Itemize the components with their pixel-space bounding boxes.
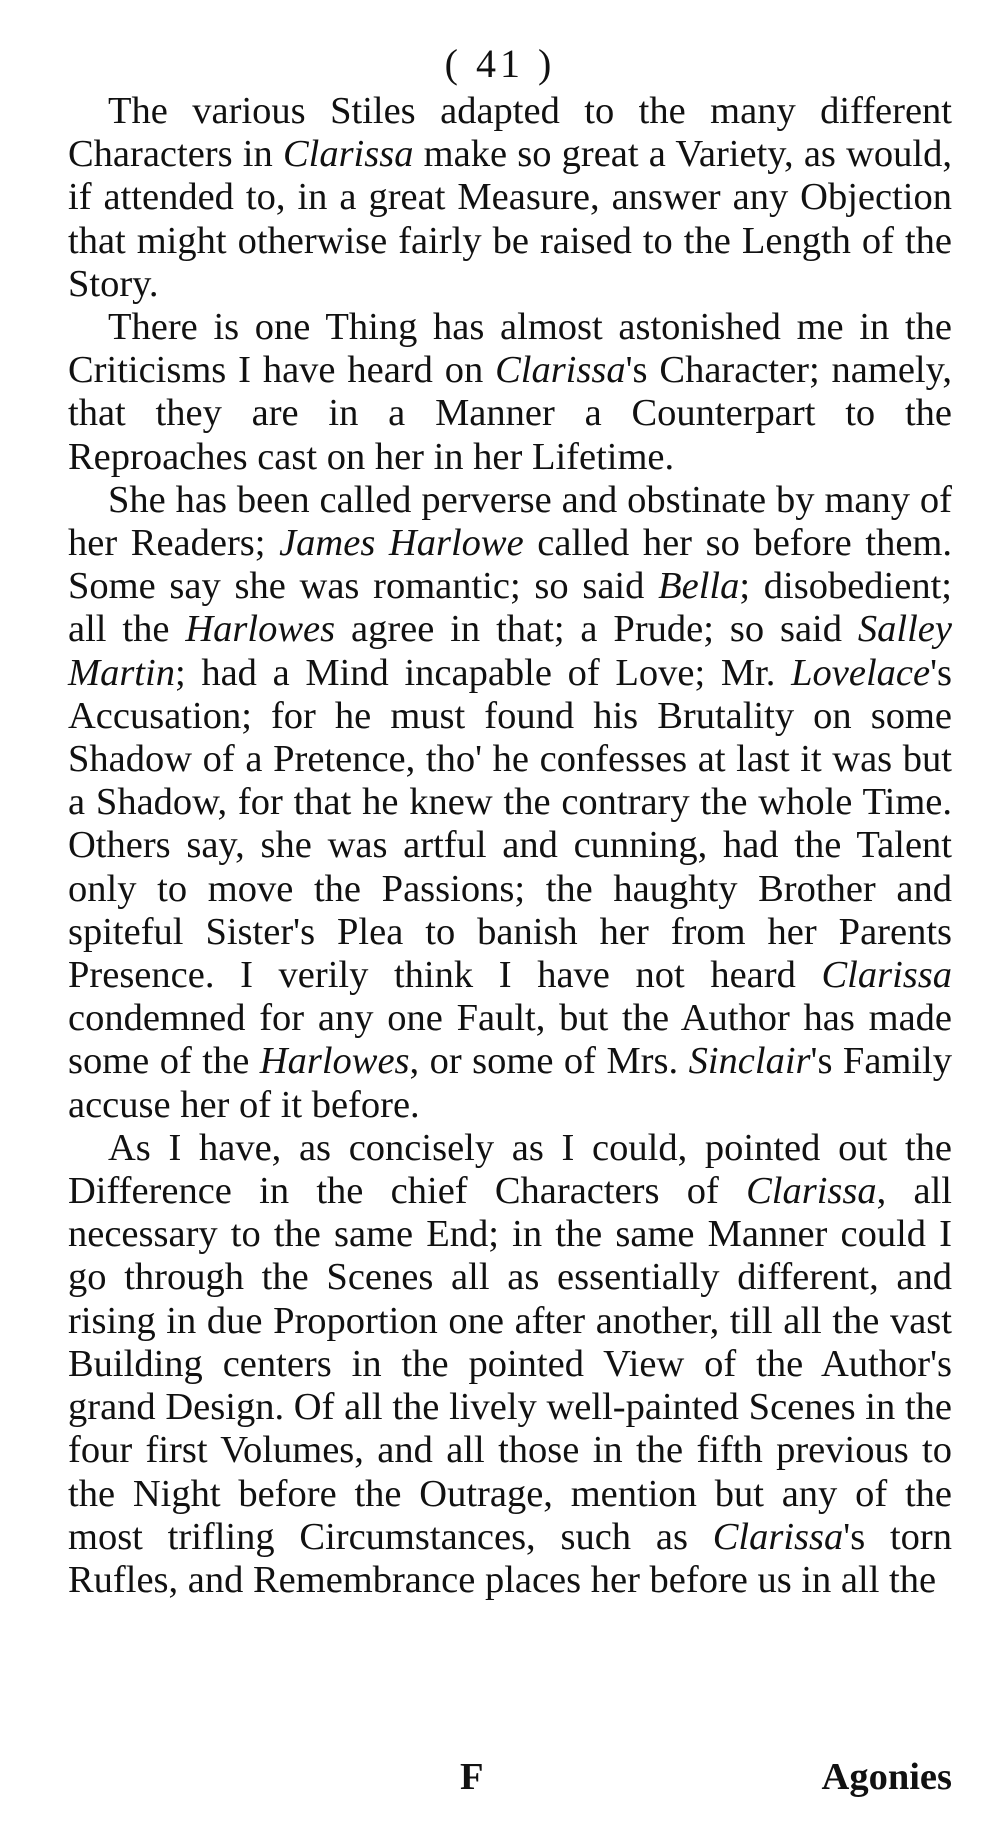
paragraph-3 (68, 479, 952, 1127)
italic-name: Harlowes (259, 1040, 410, 1083)
text-run: condemned for any one Fault, but the Author has made some of the (68, 997, 952, 1083)
italic-name: Clarissa (821, 954, 952, 997)
text-run: 's Accusation; for he must found his Brutality on some Shadow of a Pretence, tho' he confesses at last it was but a Shadow, for that he knew the contrary the whole Time. Others say, she was artful and cunning, had the Talent only to move the Passions; the haughty Brother and spiteful Sister's Plea to banish her from her Parents Presence. I verily think I have not heard (68, 651, 952, 997)
italic-name: Clarissa (746, 1170, 877, 1213)
text-run: ; had a Mind incapable of Love; Mr. (174, 651, 792, 694)
italic-name: Lovelace (791, 651, 931, 694)
text-run: make so great a Variety, as would, if attended to, in a great Measure, answer any Objection that might otherwise fairly be raised to the Length of the Story. (68, 133, 952, 305)
text-run: As I have, as concisely as I could, pointed out the Difference in the chief Characters of (68, 1126, 952, 1213)
text-run: There is one Thing has almost astonished me in the Criticisms I have heard on (68, 306, 952, 392)
italic-name: Sinclair (688, 1040, 811, 1083)
text-run: agree in that; a Prude; so said (335, 608, 858, 651)
italic-name: Clarissa (282, 133, 414, 176)
italic-name: Salley Martin (68, 608, 952, 694)
italic-name: Clarissa (712, 1515, 844, 1558)
body-text (68, 90, 952, 1602)
text-run: She has been called perverse and obstinate by many of her Readers; (68, 478, 952, 565)
text-run: ; disobedient; all the (68, 565, 952, 651)
italic-name: Bella (658, 565, 740, 608)
text-run: , or some of Mrs. (409, 1040, 689, 1083)
text-run: 's Character; namely, that they are in a Manner a Counterpart to the Reproaches cast on her in her Lifetime. (68, 349, 953, 478)
italic-name: James Harlowe (279, 522, 524, 565)
paragraph-4 (68, 1127, 952, 1602)
text-run: 's torn Rufles, and Remembrance places her before us in all the (68, 1515, 953, 1601)
catchword: Agonies (821, 1756, 952, 1798)
text-run: 's Family accuse her of it before. (68, 1040, 952, 1126)
italic-name: Harlowes (185, 608, 336, 651)
text-run: The various Stiles adapted to the many different Characters in (68, 90, 952, 176)
paragraph-2 (68, 306, 952, 479)
text-run: called her so before them. Some say she was romantic; so said (68, 522, 952, 608)
page-number: ( 41 ) (444, 41, 556, 86)
paragraph-1 (68, 90, 952, 306)
signature-mark: F (460, 1756, 484, 1798)
text-run: , all necessary to the same End; in the same Manner could I go through the Scenes all as essentially different, and rising in due Proportion one after another, till all the vast Building centers in the pointed View of the Author's grand Design. Of all the lively well-painted Scenes in the four first Volumes, and all those in the fifth previous to the Night before the Outrage, mention but any of the most trifling Circumstances, such as (68, 1170, 953, 1558)
italic-name: Clarissa (495, 349, 626, 392)
